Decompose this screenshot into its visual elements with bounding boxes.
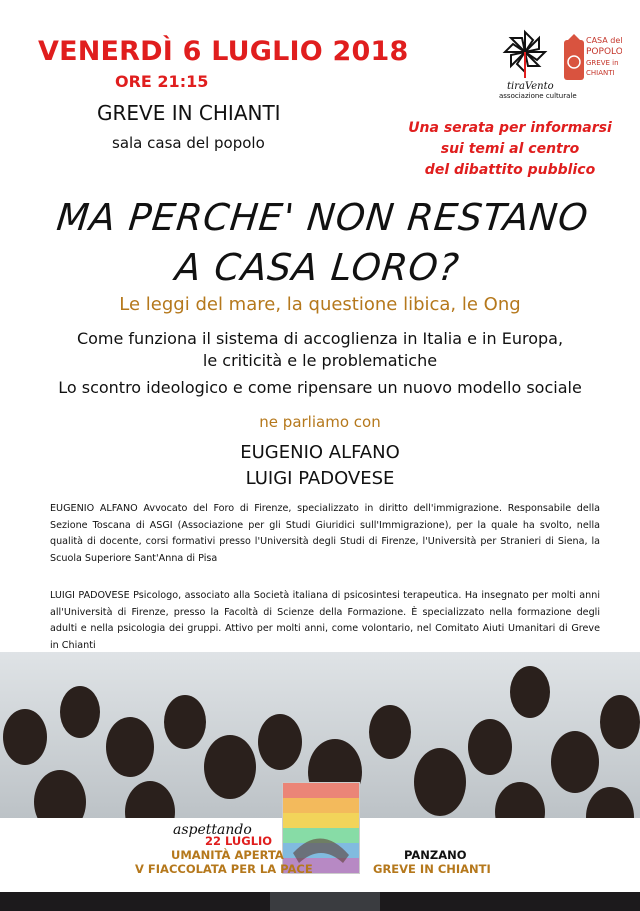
bio-1-text: Avvocato del Foro di Firenze, specializzato in diritto dell'immigrazione. Responsabile della Sezione Toscana di ASGI (Associazione per gli Studi Giuridici sull'Immigrazione), per la quale ha svolto, nella qualità di docente, corsi formativi presso l'Università degli Studi di Firenze, l'Università per Stranieri di Siena, la Scuola Superiore Sant'Anna di Pisa (50, 503, 601, 564)
topic-1-line-a: Come funziona il sistema di accoglienza in Italia e in Europa, (76, 329, 564, 348)
awaiting-label: aspettando (173, 822, 252, 838)
tagline-line: Una serata per informarsi (408, 120, 612, 136)
tiravento-name: tiraVento (507, 81, 554, 92)
speaker-name-2: LUIGI PADOVESE (245, 468, 395, 489)
logo-line-1: CASA del (586, 36, 622, 45)
logo-line-3: GREVE in (586, 59, 619, 67)
event-time: ORE 21:15 (115, 72, 209, 91)
logo-line-2: POPOLO (586, 47, 622, 57)
topic-1 (0, 328, 640, 372)
subtitle: Le leggi del mare, la questione libica, le Ong (119, 294, 521, 315)
bio-2-name: LUIGI PADOVESE (50, 590, 130, 601)
upcoming-place: PANZANO (404, 848, 467, 862)
tagline (400, 118, 620, 181)
tiravento-subtitle: associazione culturale (499, 92, 577, 100)
casa-del-popolo-logo (560, 32, 622, 84)
title-line-1: MA PERCHE' NON RESTANO (54, 196, 591, 239)
tagline-line: sui temi al centro (440, 141, 580, 157)
main-title (0, 193, 640, 293)
topic-2: Lo scontro ideologico e come ripensare un nuovo modello sociale (58, 378, 582, 397)
title-line-2: A CASA LORO? (173, 246, 462, 289)
pinwheel-icon (494, 28, 556, 80)
speaker-name-1: EUGENIO ALFANO (240, 442, 400, 463)
tagline-line: del dibattito pubblico (424, 162, 596, 178)
speaker-bio-1 (50, 501, 600, 567)
upcoming-town: GREVE IN CHIANTI (373, 862, 491, 876)
upcoming-title: UMANITÀ APERTA (171, 848, 284, 862)
event-date: VENERDÌ 6 LUGLIO 2018 (38, 36, 409, 67)
event-town: GREVE IN CHIANTI (97, 101, 281, 125)
upcoming-subtitle: V FIACCOLATA PER LA PACE (135, 862, 313, 876)
upcoming-date: 22 LUGLIO (205, 834, 273, 848)
bio-2-text: Psicologo, associato alla Società italiana di psicosintesi terapeutica. Ha insegnato per molti anni all'Università di Firenze, presso la Facoltà di Scienze della Formazione. È specializzato nella formazione degli adulti e nella psicologia dei gruppi. Attivo per molti anni, come volontario, nel Comitato Aiuti Umanitari di Greve in Chianti (50, 590, 600, 651)
logo-line-4: CHIANTI (586, 69, 615, 77)
rainbow-artwork (282, 782, 360, 874)
bio-1-name: EUGENIO ALFANO (50, 503, 138, 514)
speaker-bio-2 (50, 588, 600, 654)
event-venue: sala casa del popolo (112, 134, 265, 152)
speakers-intro: ne parliamo con (259, 413, 381, 431)
topic-1-line-b: le criticità e le problematiche (202, 351, 438, 370)
